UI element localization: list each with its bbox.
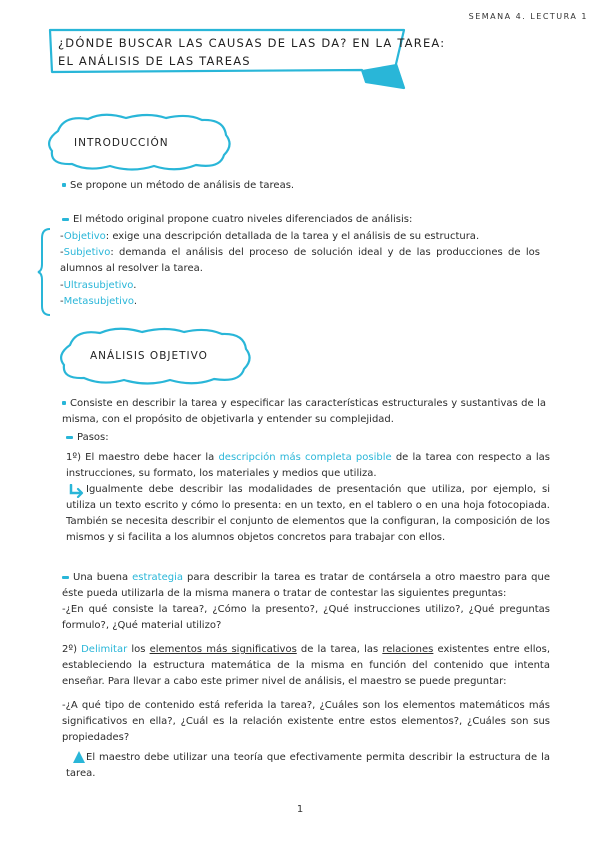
- strategy-paragraph: Una buena estrategia para describir la tarea es tratar de contársela a otro maestro para que éste pueda utilizarla de la misma manera o tratar de contestar las siguientes preguntas:: [62, 572, 550, 599]
- intro-paragraph-1: Se propone un método de análisis de tareas.: [62, 180, 294, 191]
- left-brace-icon: [37, 226, 53, 318]
- level-objetivo: -Objetivo: exige una descripción detallada de la tarea y el análisis de su estructura.: [60, 231, 480, 242]
- step-1-details: Igualmente debe describir las modalidades de presentación que utiliza, por ejemplo, si utiliza un texto escrito y cómo lo presenta: en un texto, en el tablero o en una hoja fotocopiada. También se necesita describir el conjunto de elementos que la configuran, la composición de los mismos y si facilita a los alumnos objetos concretos para trabajar con ellos.: [66, 484, 550, 543]
- bullet-icon: [62, 183, 66, 187]
- page-header: SEMANA 4. LECTURA 1: [468, 12, 588, 21]
- section-heading-analisis-objetivo: ANÁLISIS OBJETIVO: [90, 350, 208, 362]
- section-heading-introduccion: INTRODUCCIÓN: [74, 137, 169, 149]
- title-line-1: ¿DÓNDE BUSCAR LAS CAUSAS DE LAS DA? EN LA TAREA:: [58, 36, 446, 50]
- dash-bullet-icon: [66, 436, 73, 439]
- strategy-questions: -¿En qué consiste la tarea?, ¿Cómo la presento?, ¿Qué instrucciones utilizo?, ¿Qué preguntas formulo?, ¿Qué material utilizo?: [62, 604, 550, 631]
- title-line-2: EL ANÁLISIS DE LAS TAREAS: [58, 54, 251, 68]
- step-2-paragraph: 2º) Delimitar los elementos más significativos de la tarea, las relaciones existentes entre ellos, estableciendo la estructura matemática de la misma en función del contenido que intenta enseñar. Para llevar a cabo este primer nivel de análisis, el maestro se puede preguntar:: [62, 644, 550, 687]
- dash-bullet-icon: [62, 576, 69, 579]
- step-1-paragraph: 1º) El maestro debe hacer la descripción más completa posible de la tarea con respecto a las instrucciones, su formato, los materiales y medios que utiliza.: [66, 452, 550, 479]
- objective-paragraph: Consiste en describir la tarea y especificar las características estructurales y sustantivas de la misma, con el propósito de objetivarla y entender su complejidad.: [62, 398, 546, 425]
- level-subjetivo: -Subjetivo: demanda el análisis del proceso de solución ideal y de las producciones de los alumnos al resolver la tarea.: [60, 247, 540, 274]
- level-ultrasubjetivo: -Ultrasubjetivo.: [60, 280, 137, 291]
- step-2-questions: -¿A qué tipo de contenido está referida la tarea?, ¿Cuáles son los elementos matemáticos más significativos en ella?, ¿Cuál es la relación existente entre estos elementos?, ¿Cuáles son sus propiedades?: [62, 700, 550, 743]
- steps-label: Pasos:: [66, 432, 109, 443]
- page-number: 1: [296, 804, 304, 815]
- bullet-icon: [62, 401, 66, 405]
- dash-bullet-icon: [62, 218, 69, 221]
- intro-paragraph-2: El método original propone cuatro niveles diferenciados de análisis:: [62, 214, 412, 225]
- step-3-paragraph: El maestro debe utilizar una teoría que efectivamente permita describir la estructura de la tarea.: [66, 752, 550, 779]
- level-metasubjetivo: -Metasubjetivo.: [60, 296, 138, 307]
